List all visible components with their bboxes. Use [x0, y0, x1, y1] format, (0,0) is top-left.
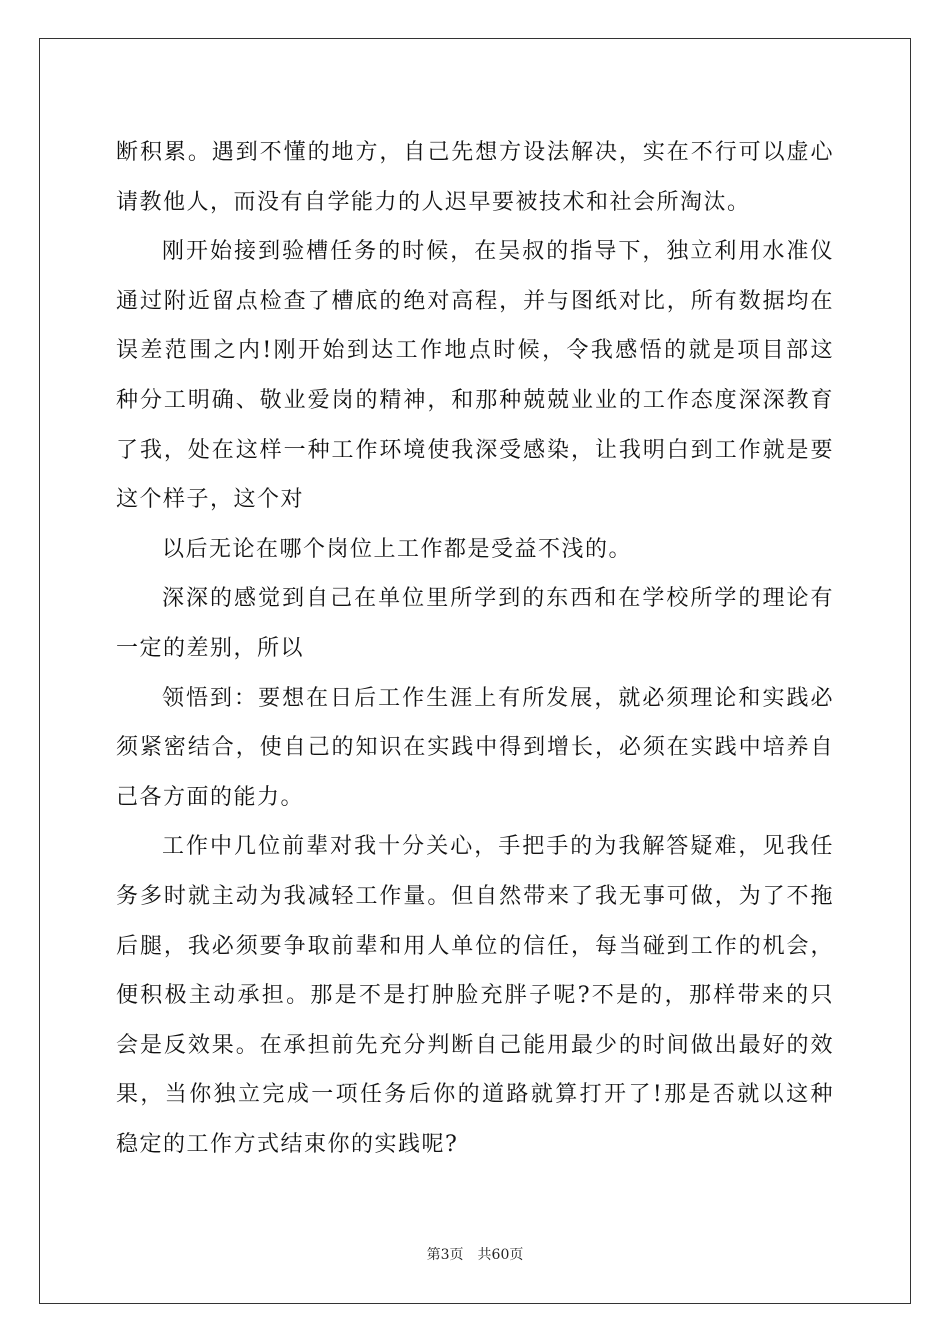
text-line: 请教他人，而没有自学能力的人迟早要被技术和社会所淘汰。 [116, 189, 751, 215]
text-line: 通过附近留点检查了槽底的绝对高程，并与图纸对比，所有数据均在 [116, 288, 834, 314]
page-number: 第3页 [426, 1247, 464, 1263]
text-line: 果，当你独立完成一项任务后你的道路就算打开了!那是否就以这种 [116, 1082, 834, 1108]
text-line: 须紧密结合，使自己的知识在实践中得到增长，必须在实践中培养自 [116, 735, 834, 761]
text-line: 误差范围之内!刚开始到达工作地点时候，令我感悟的就是项目部这 [116, 338, 834, 364]
text-line: 种分工明确、敬业爱岗的精神，和那种兢兢业业的工作态度深深教育 [116, 387, 834, 413]
document-body [116, 128, 834, 1169]
text-line: 会是反效果。在承担前先充分判断自己能用最少的时间做出最好的效 [116, 1032, 834, 1058]
text-line: 一定的差别，所以 [116, 635, 305, 661]
text-line: 这个样子，这个对 [116, 487, 305, 513]
page-footer [0, 1244, 950, 1264]
text-line: 稳定的工作方式结束你的实践呢? [116, 1131, 459, 1157]
page-total: 共60页 [477, 1247, 524, 1263]
text-line: 深深的感觉到自己在单位里所学到的东西和在学校所学的理论有 [162, 586, 834, 612]
text-line: 己各方面的能力。 [116, 784, 305, 810]
text-line: 刚开始接到验槽任务的时候，在吴叔的指导下，独立利用水准仪 [162, 239, 834, 265]
text-line: 领悟到：要想在日后工作生涯上有所发展，就必须理论和实践必 [162, 685, 834, 711]
text-line: 了我，处在这样一种工作环境使我深受感染，让我明白到工作就是要 [116, 437, 834, 463]
text-line: 后腿，我必须要争取前辈和用人单位的信任，每当碰到工作的机会， [116, 933, 834, 959]
text-line: 工作中几位前辈对我十分关心，手把手的为我解答疑难，见我任 [162, 834, 834, 860]
text-line: 便积极主动承担。那是不是打肿脸充胖子呢?不是的，那样带来的只 [116, 983, 834, 1009]
text-line: 断积累。遇到不懂的地方，自己先想方设法解决，实在不行可以虚心 [116, 140, 834, 165]
text-line: 务多时就主动为我减轻工作量。但自然带来了我无事可做，为了不拖 [116, 883, 834, 909]
text-line: 以后无论在哪个岗位上工作都是受益不浅的。 [162, 536, 633, 562]
